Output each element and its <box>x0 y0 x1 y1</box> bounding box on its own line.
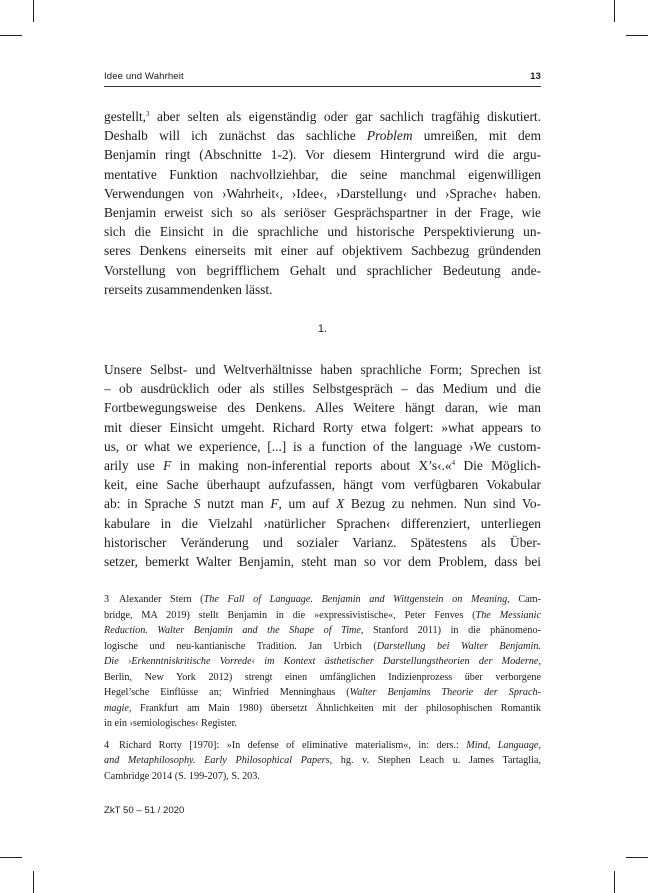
footnote-line: 4 Richard Rorty [1970]: »In defense of eliminative materialism«, in: ders.: Mind, Language, <box>104 738 541 754</box>
footnote-ref-3[interactable]: 3 <box>146 110 150 118</box>
crop-mark <box>626 857 648 858</box>
crop-mark <box>614 0 615 22</box>
section-heading: 1. <box>317 323 328 335</box>
crop-mark <box>614 871 615 893</box>
footnote-number: 3 <box>104 594 110 605</box>
running-head <box>104 71 541 82</box>
text-line: setzer, bemerkt Walter Benjamin, steht man so vor dem Problem, dass bei <box>104 553 541 569</box>
crop-mark <box>0 35 22 36</box>
text-line: us, or what we experience, [...] is a function of the language ›We custom- <box>104 438 541 454</box>
footnote-line: logische und neu-kantianische Tradition. Jan Urbich (Darstellung bei Walter Benjamin. <box>104 640 541 652</box>
crop-mark <box>33 871 34 893</box>
text-line: arily use F in making non-inferential reports about X’s‹.«$^4$ Die Möglich- <box>104 457 541 473</box>
text-line: kabulare in die Vielzahl ›natürlicher Sprachen‹ differenziert, unterliegen <box>104 515 541 531</box>
journal-footer: ZkT 50 – 51 / 2020 <box>104 805 185 816</box>
text-line: rerseits zusammendenken lässt. <box>104 281 273 297</box>
footnote-line: in ein ›semiologisches‹ Register. <box>104 718 237 729</box>
text-line: Vorstellung von begrifflichem Gehalt und sprachlicher Bedeutung ande- <box>104 262 541 278</box>
text-line: historischer Veränderung und sozialer Varianz. Spätestens als Über- <box>104 534 541 550</box>
crop-mark <box>33 0 34 22</box>
footnote-line: magie, Frankfurt am Main 1980) übersetzt Ähnlichkeiten mit der philosophischen Romantik <box>104 702 541 714</box>
text-line: – ob ausdrücklich oder als stilles Selbstgespräch – das Medium und die <box>104 381 541 397</box>
text-line: Deshalb will ich zunächst das sachliche Problem umreißen, mit dem <box>104 128 541 144</box>
footnote-line: Reduction. Walter Benjamin and the Shape of Time, Stanford 2011) in die phänomeno- <box>104 625 541 636</box>
footnote-line: Berlin, New York 2012) strengt einen umfänglichen Indizienprozess über verborgene <box>104 671 541 683</box>
footnote-4 <box>104 738 541 785</box>
crop-mark <box>626 35 648 36</box>
footnote-number: 4 <box>104 739 110 751</box>
text-line: seres Denkens einerseits mit einer auf objektivem Sachbezug gründenden <box>104 243 541 259</box>
footnote-line: Cambridge 2014 (S. 199-207), S. 203. <box>104 770 260 782</box>
footnote-line: and Metaphilosophy. Early Philosophical Papers, hg. v. Stephen Leach u. James Tartaglia, <box>104 755 541 766</box>
running-head-title: Idee und Wahrheit <box>104 71 184 82</box>
page-number: 13 <box>530 71 541 82</box>
paragraph-section-1 <box>104 360 541 571</box>
text-line: Benjamin erweist sich so als seriöser Gesprächspartner in der Frage, wie <box>104 204 541 220</box>
footnote-3 <box>104 592 541 732</box>
footnote-line: Hegel’sche Einflüsse an; Winfried Menninghaus (Walter Benjamins Theorie der Sprach- <box>104 687 541 698</box>
footnote-ref-4[interactable]: 4 <box>451 458 456 467</box>
text-line: keit, eine Sache überhaupt aufzufassen, hängt vom verfügbaren Vokabular <box>104 477 541 493</box>
text-line: Unsere Selbst- und Weltverhältnisse haben sprachliche Form; Sprechen ist <box>104 362 541 377</box>
header-rule <box>104 86 541 87</box>
text-line: mit dieser Einsicht umgeht. Richard Rorty etwa folgert: »what appears to <box>104 419 541 435</box>
text-line: sich die Einsicht in die sprachliche und historische Perspektivierung un- <box>104 224 541 240</box>
text-line: mentative Funktion nachvollziehbar, die seine manchmal eigenwilligen <box>104 166 541 182</box>
text-line: Fortbewegungsweise des Denkens. Alles Weitere hängt daran, wie man <box>104 400 541 416</box>
text-line: Benjamin ringt (Abschnitte 1-2). Vor diesem Hintergrund wird die argu- <box>104 147 541 163</box>
text-line: gestellt,$^3$ aber selten als eigenständig oder gar sachlich tragfähig diskutiert. <box>104 109 541 124</box>
footnote-line: bridge, MA 2019) stellt Benjamin in die »expressivistische«, Peter Fenves (The Messianic <box>104 609 541 621</box>
footnote-line: 3 Alexander Stern (The Fall of Language. Benjamin and Wittgenstein on Meaning, Cam- <box>104 592 541 608</box>
footnote-line: Die ›Erkenntniskritische Vorrede‹ im Kontext ästhetischer Darstellungstheorien der Moderne, <box>104 656 541 667</box>
crop-mark <box>0 857 22 858</box>
paragraph-intro <box>104 107 541 299</box>
text-line: ab: in Sprache S nutzt man F, um auf X Bezug zu nehmen. Nun sind Vo- <box>104 496 541 512</box>
footnotes <box>104 592 541 784</box>
text-line: Verwendungen von ›Wahrheit‹, ›Idee‹, ›Darstellung‹ und ›Sprache‹ haben. <box>104 185 541 201</box>
